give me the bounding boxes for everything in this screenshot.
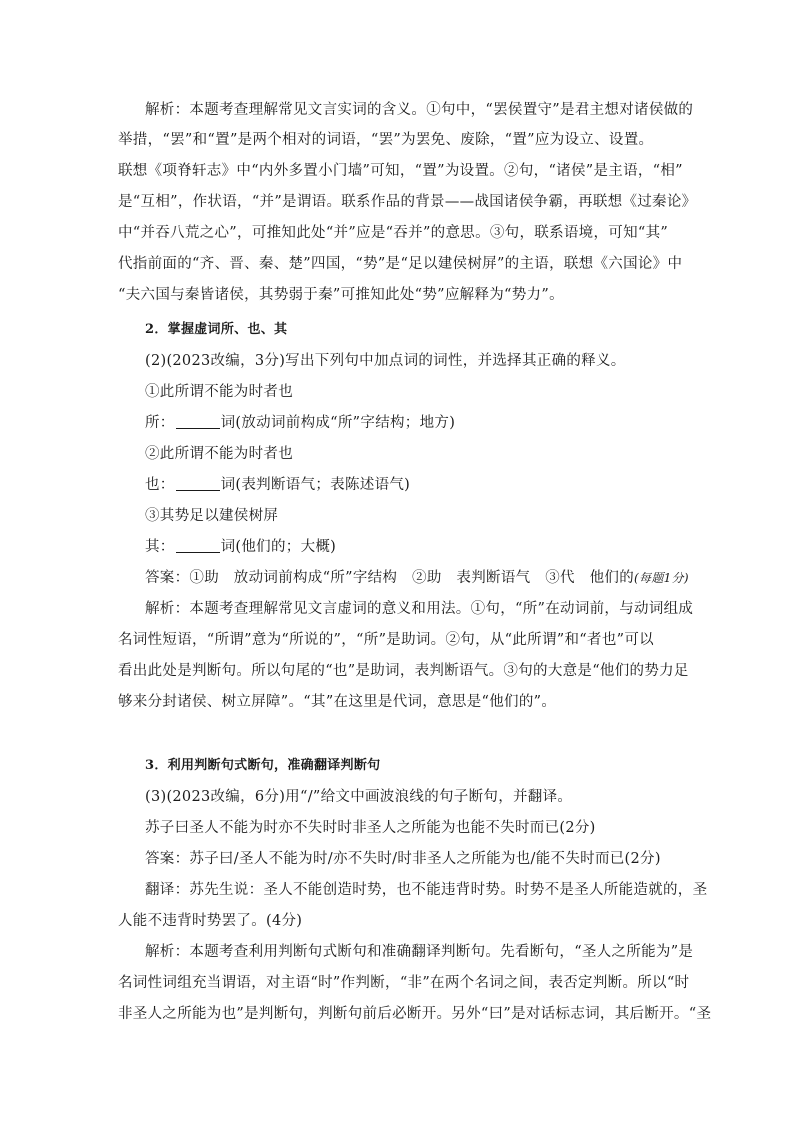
section2-answer-text: 答案：①助 放动词前构成“所”字结构 ②助 表判断语气 ③代 他们的 (145, 570, 635, 586)
section2-heading: 2．掌握虚词所、也、其 (145, 322, 288, 337)
section2-analysis-line: 名词性短语，“所谓”意为“所说的”，“所”是助词。②句，从“此所谓”和“者也”可以 (118, 632, 654, 648)
section3-heading: 3．利用判断句式断句，准确翻译判断句 (145, 758, 381, 773)
section2-analysis-line: 够来分封诸侯、树立屏障”。“其”在这里是代词，意思是“他们的”。 (118, 694, 557, 710)
analysis1-line: 解析：本题考查理解常见文言实词的含义。①句中，“罢侯置守”是君主想对诸侯做的 (145, 102, 694, 118)
section3-analysis-line: 非圣人之所能为也”是判断句，判断句前后必断开。另外“曰”是对话标志词，其后断开。“圣 (118, 1006, 712, 1022)
item2-sentence: ②此所谓不能为时者也 (145, 446, 293, 462)
item3-suffix: 词(他们的；大概) (220, 539, 337, 555)
analysis1-line: 举措，“罢”和“置”是两个相对的词语，“罢”为罢免、废除，“置”应为设立、设置。 (118, 132, 654, 148)
item2-fill (145, 475, 715, 495)
section2-answer (145, 568, 715, 588)
section2-question: (2)(2023改编，3分)写出下列句中加点词的词性，并选择其正确的释义。 (145, 353, 626, 369)
analysis1-line: 是“互相”，作状语，“并”是谓语。联系作品的背景——战国诸侯争霸，再联想《过秦论》 (118, 194, 697, 210)
item3-prefix: 其： (145, 539, 175, 555)
item2-prefix: 也： (145, 477, 175, 493)
answer-blank[interactable] (176, 414, 220, 429)
item1-suffix: 词(放动词前构成“所”字结构；地方) (220, 415, 456, 431)
item1-sentence: ①此所谓不能为时者也 (145, 384, 293, 400)
item1-prefix: 所： (145, 415, 175, 431)
section3-answer: 答案：苏子曰/圣人不能为时/亦不失时/时非圣人之所能为也/能不失时而已(2分) (145, 851, 661, 867)
section2-answer-tag: (每题1分) (634, 571, 689, 585)
item3-fill (145, 537, 715, 557)
analysis1-line: “夫六国与秦皆诸侯，其势弱于秦”可推知此处“势”应解释为“势力”。 (118, 287, 564, 303)
section2-analysis-line: 解析：本题考查理解常见文言虚词的意义和用法。①句，“所”在动词前，与动词组成 (145, 601, 694, 617)
item1-fill (145, 413, 715, 433)
analysis1-line: 中“并吞八荒之心”，可推知此处“并”应是“吞并”的意思。③句，联系语境，可知“其” (118, 225, 669, 241)
answer-blank[interactable] (176, 476, 220, 491)
section3-analysis-line: 解析：本题考查利用判断句式断句和准确翻译判断句。先看断句，“圣人之所能为”是 (145, 944, 694, 960)
section3-analysis-line: 名词性词组充当谓语，对主语“时”作判断，“非”在两个名词之间，表否定判断。所以“时 (118, 975, 690, 991)
section3-question: (3)(2023改编，6分)用“/”给文中画波浪线的句子断句，并翻译。 (145, 789, 573, 805)
answer-blank[interactable] (176, 538, 220, 553)
section3-translation-line: 翻译：苏先生说：圣人不能创造时势，也不能违背时势。时势不是圣人所能造就的，圣 (145, 882, 708, 898)
analysis1-line: 代指前面的“齐、晋、秦、楚”四国，“势”是“足以建侯树屏”的主语，联想《六国论》中 (118, 256, 683, 272)
item2-suffix: 词(表判断语气；表陈述语气) (220, 477, 411, 493)
section3-translation-line: 人能不违背时势罢了。(4分) (118, 913, 303, 929)
section3-sentence: 苏子曰圣人不能为时亦不失时时非圣人之所能为也能不失时而已(2分) (145, 820, 596, 836)
section2-analysis-line: 看出此处是判断句。所以句尾的“也”是助词，表判断语气。③句的大意是“他们的势力足 (118, 663, 689, 679)
analysis1-line: 联想《项脊轩志》中“内外多置小门墙”可知，“置”为设置。②句，“诸侯”是主语，“相” (118, 163, 683, 179)
item3-sentence: ③其势足以建侯树屏 (145, 508, 279, 524)
